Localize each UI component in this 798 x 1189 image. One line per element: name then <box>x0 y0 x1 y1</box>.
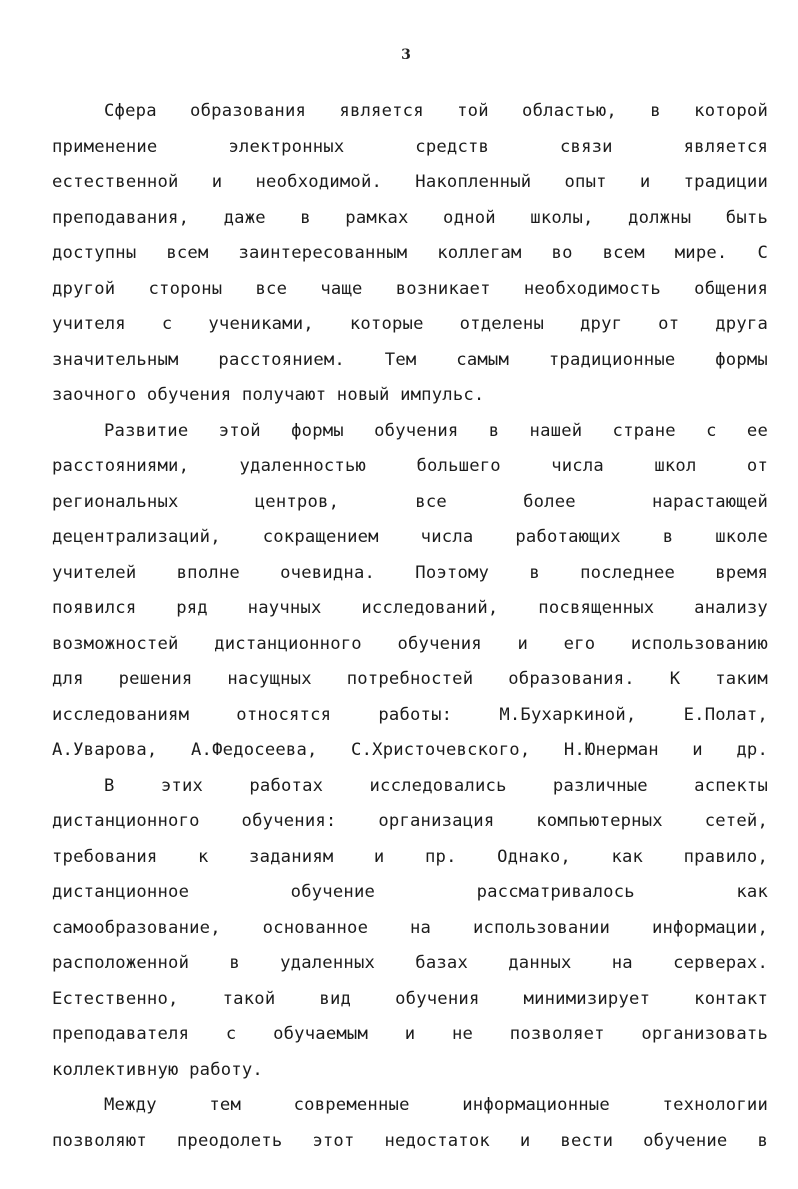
text-line: учителя с учениками, которые отделены друг от друга <box>52 314 768 334</box>
text-line: значительным расстоянием. Тем самым традиционные формы <box>52 349 768 370</box>
text-line: преподавания, даже в рамках одной школы, должны быть <box>52 207 768 228</box>
text-line: появился ряд научных исследований, посвященных анализу <box>52 598 768 618</box>
text-line: исследованиям относятся работы: М.Бухаркиной, Е.Полат, <box>52 704 768 725</box>
text-line: Развитие этой формы обучения в нашей стране с ее <box>104 420 768 441</box>
text-line: естественной и необходимой. Накопленный опыт и традиции <box>52 172 768 192</box>
text-line: для решения насущных потребностей образования. К таким <box>52 669 768 689</box>
text-line: В этих работах исследовались различные аспекты <box>104 775 768 796</box>
text-line: применение электронных средств связи является <box>52 136 768 157</box>
text-line: Между тем современные информационные технологии <box>104 1095 768 1115</box>
text-line: дистанционное обучение рассматривалось как <box>52 882 768 902</box>
text-line: дистанционного обучения: организация компьютерных сетей, <box>52 811 768 831</box>
text-line: расположенной в удаленных базах данных на серверах. <box>52 953 768 973</box>
text-line: децентрализаций, сокращением числа работающих в школе <box>52 527 768 547</box>
text-line: доступны всем заинтересованным коллегам во всем мире. С <box>52 243 768 263</box>
text-line: региональных центров, все более нарастающей <box>52 491 768 512</box>
text-line: самообразование, основанное на использовании информации, <box>52 917 768 938</box>
text-line: возможностей дистанционного обучения и его использованию <box>52 633 768 654</box>
text-line: учителей вполне очевидна. Поэтому в последнее время <box>52 562 768 583</box>
paragraph-4 <box>52 1088 768 1159</box>
paragraph-2 <box>52 414 768 769</box>
paragraph-1 <box>52 94 768 414</box>
paragraph-3 <box>52 769 768 1089</box>
text-line: Естественно, такой вид обучения минимизирует контакт <box>52 988 768 1009</box>
text-line: коллективную работу. <box>52 1059 263 1080</box>
text-line: преподавателя с обучаемым и не позволяет организовать <box>52 1024 768 1044</box>
text-line: расстояниями, удаленностью большего числа школ от <box>52 456 768 476</box>
text-line: другой стороны все чаще возникает необходимость общения <box>52 278 768 299</box>
text-line: А.Уварова, А.Федосеева, С.Христочевского, Н.Юнерман и др. <box>52 740 768 760</box>
body-text <box>52 94 768 1159</box>
text-line: Сфера образования является той областью, в которой <box>104 101 768 121</box>
page-number: 3 <box>401 47 411 63</box>
text-line: позволяют преодолеть этот недостаток и вести обучение в <box>52 1130 768 1151</box>
text-line: заочного обучения получают новый импульс. <box>52 385 485 405</box>
text-line: требования к заданиям и пр. Однако, как правило, <box>52 846 768 867</box>
